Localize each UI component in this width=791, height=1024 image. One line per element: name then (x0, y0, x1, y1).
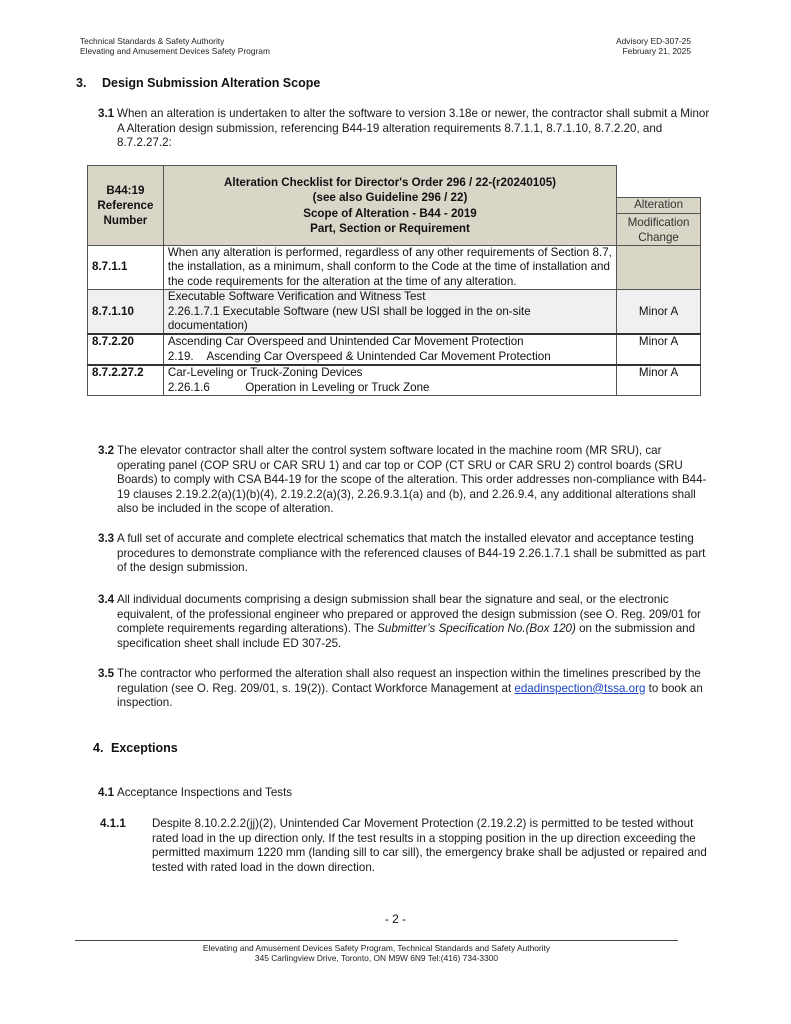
paragraph-3-5 (98, 667, 710, 711)
paragraph-text (117, 593, 710, 651)
advisory-number: Advisory ED-307-25 (616, 36, 691, 46)
reference-number: 8.7.2.27.2 (88, 365, 164, 395)
paragraph-number: 4.1.1 (100, 817, 126, 830)
text-segment: All individual documents comprising a design submission shall bear the signature and seal, or the electronic equivalent, of the professional engineer who prepared or approved the design submission (see O. Reg. 209/01 for complete requirements regarding alterations). The (117, 593, 701, 636)
change-type: Minor A (617, 365, 701, 395)
requirement-line: Ascending Car Overspeed and Unintended Car Movement Protection (167, 335, 524, 349)
header-line: Change (638, 230, 679, 244)
header-modification-change (617, 214, 701, 246)
footer-organization: Elevating and Amusement Devices Safety Program, Technical Standards and Safety Authority (202, 943, 551, 953)
requirement-line: 2.26.1.6 Operation in Leveling or Truck Zone (167, 380, 430, 394)
requirement-text (163, 246, 616, 290)
text-segment: The contractor who performed the alteration shall also request an inspection within the timelines prescribed by the regulation (see O. Reg. 209/01, s. 19(2)). Contact Workforce Management at (117, 667, 701, 695)
page-number: - 2 - (384, 912, 407, 926)
reference-number: 8.7.2.20 (88, 334, 164, 365)
header-line: (see also Guideline 296 / 22) (312, 191, 468, 204)
header-line: B44:19 (106, 184, 145, 197)
alteration-checklist-table (87, 165, 701, 396)
change-type: Minor A (617, 334, 701, 365)
change-type: Minor A (617, 290, 701, 335)
paragraph-4-1 (98, 786, 710, 801)
table-row (88, 365, 701, 395)
requirement-line: When any alteration is performed, regardless of any other requirements of Section 8.7, the installation, as a minimum, shall conform to the Code at the time of installation and the code requirements for the alteration at the time of any alteration. (167, 246, 612, 288)
section-title: Design Submission Alteration Scope (102, 76, 321, 90)
paragraph-text: A full set of accurate and complete electrical schematics that match the installed elevator and acceptance testing procedures to demonstrate compliance with the referenced clauses of B44-19 2.26.1.7.1 shall be submitted as part of the design submission. (117, 532, 706, 575)
page-footer (75, 943, 678, 963)
header-checklist-title (163, 166, 616, 246)
requirement-text (163, 334, 616, 365)
section-number: 3. (76, 76, 87, 90)
requirement-line: 2.26.1.7.1 Executable Software (new USI shall be logged in the on-site documentation) (167, 304, 531, 333)
footer-address: 345 Carlingview Drive, Toronto, ON M9W 6N9 Tel:(416) 734-3300 (254, 953, 499, 963)
header-line: Modification (627, 215, 690, 229)
header-program-name: Elevating and Amusement Devices Safety Program (80, 46, 270, 56)
section-4-heading (93, 741, 178, 755)
header-line: Alteration Checklist for Director's Order 296 / 22-(r20240105) (223, 175, 556, 189)
paragraph-number: 3.1 (98, 107, 115, 120)
reference-number: 8.7.1.1 (88, 246, 164, 290)
header-reference-number (88, 166, 164, 246)
header-line: Scope of Alteration - B44 - 2019 (303, 206, 477, 220)
paragraph-number: 3.4 (98, 593, 115, 606)
table-row (88, 334, 701, 365)
inspection-email-link[interactable]: edadinspection@tssa.org (514, 681, 646, 695)
header-alteration: Alteration (617, 198, 701, 214)
paragraph-text: Acceptance Inspections and Tests (117, 786, 293, 799)
text-segment: to book an inspection. (117, 681, 703, 710)
paragraph-3-4 (98, 593, 710, 651)
paragraph-3-1 (98, 107, 710, 151)
section-number: 4. (93, 741, 104, 755)
footer-divider (75, 940, 678, 941)
header-blank (617, 166, 701, 198)
page-header-right (616, 36, 691, 56)
paragraph-number: 3.3 (98, 532, 115, 545)
paragraph-text: Despite 8.10.2.2.2(jj)(2), Unintended Car Movement Protection (2.19.2.2) is permitted to be tested without rated load in the up direction only. If the test results in a stopping position in the up direction exceeding the permitted maximum 1220 mm (landing sill to car sill), the emergency brake shall be adjusted or repaired and tested with rated load in the down direction. (152, 817, 707, 874)
table-row (88, 290, 701, 335)
advisory-date: February 21, 2025 (622, 46, 691, 56)
requirement-line: 2.19. Ascending Car Overspeed & Unintended Car Movement Protection (167, 349, 551, 363)
requirement-text (163, 365, 616, 395)
section-3-heading (76, 76, 321, 90)
paragraph-number: 4.1 (98, 786, 115, 799)
paragraph-3-2 (98, 444, 710, 517)
table-row (88, 246, 701, 290)
header-line: Number (103, 214, 148, 227)
requirement-line: Executable Software Verification and Witness Test (167, 290, 426, 304)
paragraph-text (117, 667, 710, 711)
paragraph-4-1-1 (100, 817, 712, 875)
paragraph-3-3 (98, 532, 710, 576)
requirement-line: Car-Leveling or Truck-Zoning Devices (167, 366, 363, 380)
paragraph-text: When an alteration is undertaken to alter the software to version 3.18e or newer, the contractor shall submit a Minor A Alteration design submission, referencing B44-19 alteration requirements 8.7.1.1, 8.7.1.10, 8.7.2.20, and 8.7.2.27.2: (117, 107, 710, 150)
section-title: Exceptions (111, 741, 178, 755)
paragraph-text: The elevator contractor shall alter the control system software located in the machine room (MR SRU), car operating panel (COP SRU or CAR SRU 1) and car top or COP (CT SRU or CAR SRU 2) control boards (SRU Boards) to comply with CSA B44-19 for the scope of the alteration. This order addresses non-compliance with B44-19 clauses 2.19.2.2(a)(1)(b)(4), 2.19.2.2(a)(3), 2.26.9.3.1(a) and (b), and 2.26.9.4, any additional alterations shall also be included in the scope of alteration. (117, 444, 707, 516)
reference-number: 8.7.1.10 (88, 290, 164, 335)
header-line: Reference (97, 199, 154, 212)
header-line: Part, Section or Requirement (310, 222, 470, 235)
paragraph-number: 3.5 (98, 667, 115, 680)
paragraph-number: 3.2 (98, 444, 115, 457)
change-type (617, 246, 701, 290)
text-segment: on the submission and specification sheet shall include ED 307-25. (117, 622, 696, 650)
header-org-name: Technical Standards & Safety Authority (80, 36, 225, 46)
submitters-specification-reference: Submitter’s Specification No.(Box 120) (377, 622, 576, 636)
requirement-text (163, 290, 616, 335)
page-header-left (80, 36, 270, 56)
